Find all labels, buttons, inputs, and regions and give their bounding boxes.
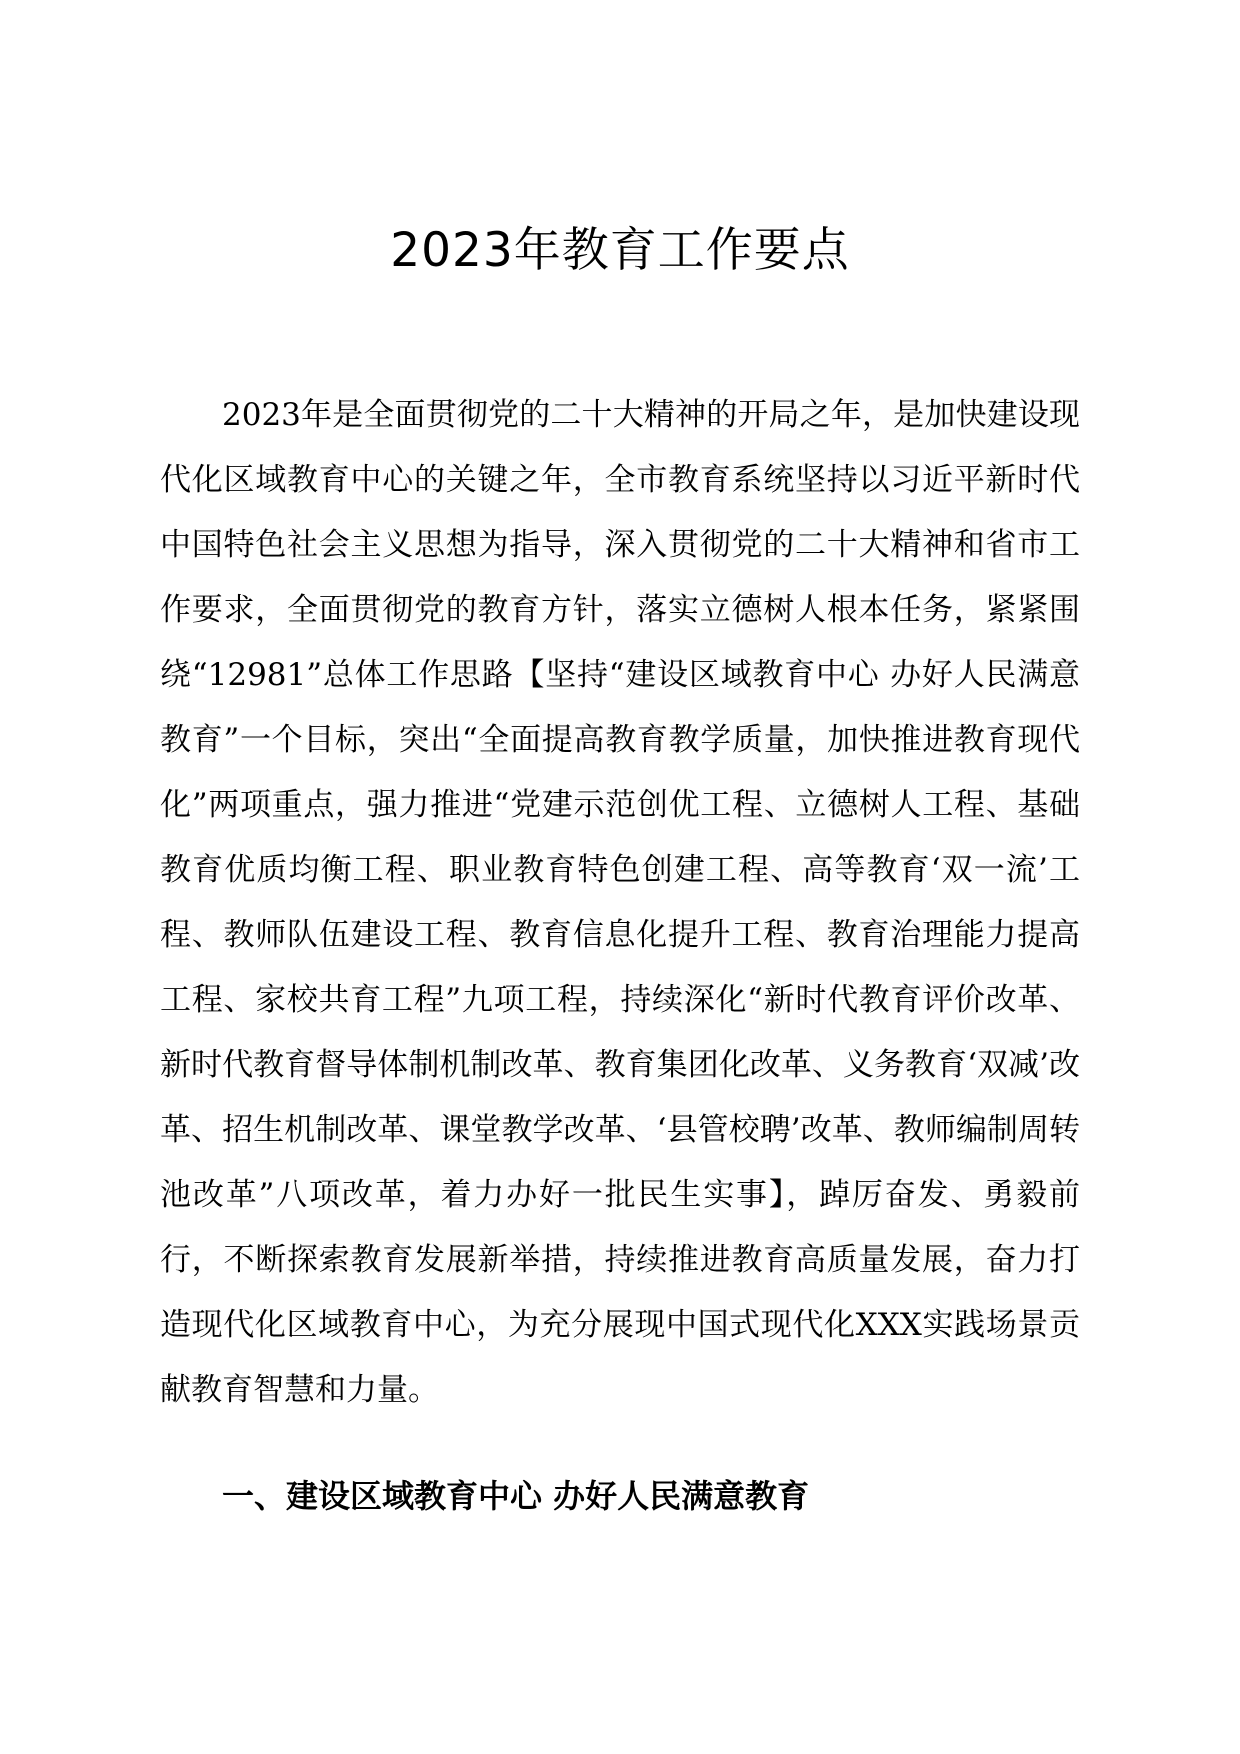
section-heading: 一、建设区域教育中心 办好人民满意教育: [222, 1477, 810, 1515]
intro-paragraph: 2023年是全面贯彻党的二十大精神的开局之年，是加快建设现代化区域教育中心的关键之年，全市教育系统坚持以习近平新时代中国特色社会主义思想为指导，深入贯彻党的二十大精神和省市工作要求，全面贯彻党的教育方针，落实立德树人根本任务，紧紧围绕“12981”总体工作思路【坚持“建设区域教育中心 办好人民满意教育”一个目标，突出“全面提高教育教学质量，加快推进教育现代化”两项重点，强力推进“党建示范创优工程、立德树人工程、基础教育优质均衡工程、职业教育特色创建工程、高等教育‘双一流’工程、教师队伍建设工程、教育信息化提升工程、教育治理能力提高工程、家校共育工程”九项工程，持续深化“新时代教育评价改革、新时代教育督导体制机制改革、教育集团化改革、义务教育‘双减’改革、招生机制改革、课堂教学改革、‘县管校聘’改革、教师编制周转池改革”八项改革，着力办好一批民生实事】，踔厉奋发、勇毅前行，不断探索教育发展新举措，持续推进教育高质量发展，奋力打造现代化区域教育中心，为充分展现中国式现代化XXX实践场景贡献教育智慧和力量。: [160, 397, 1080, 1408]
document-title: 2023年教育工作要点: [390, 223, 850, 278]
